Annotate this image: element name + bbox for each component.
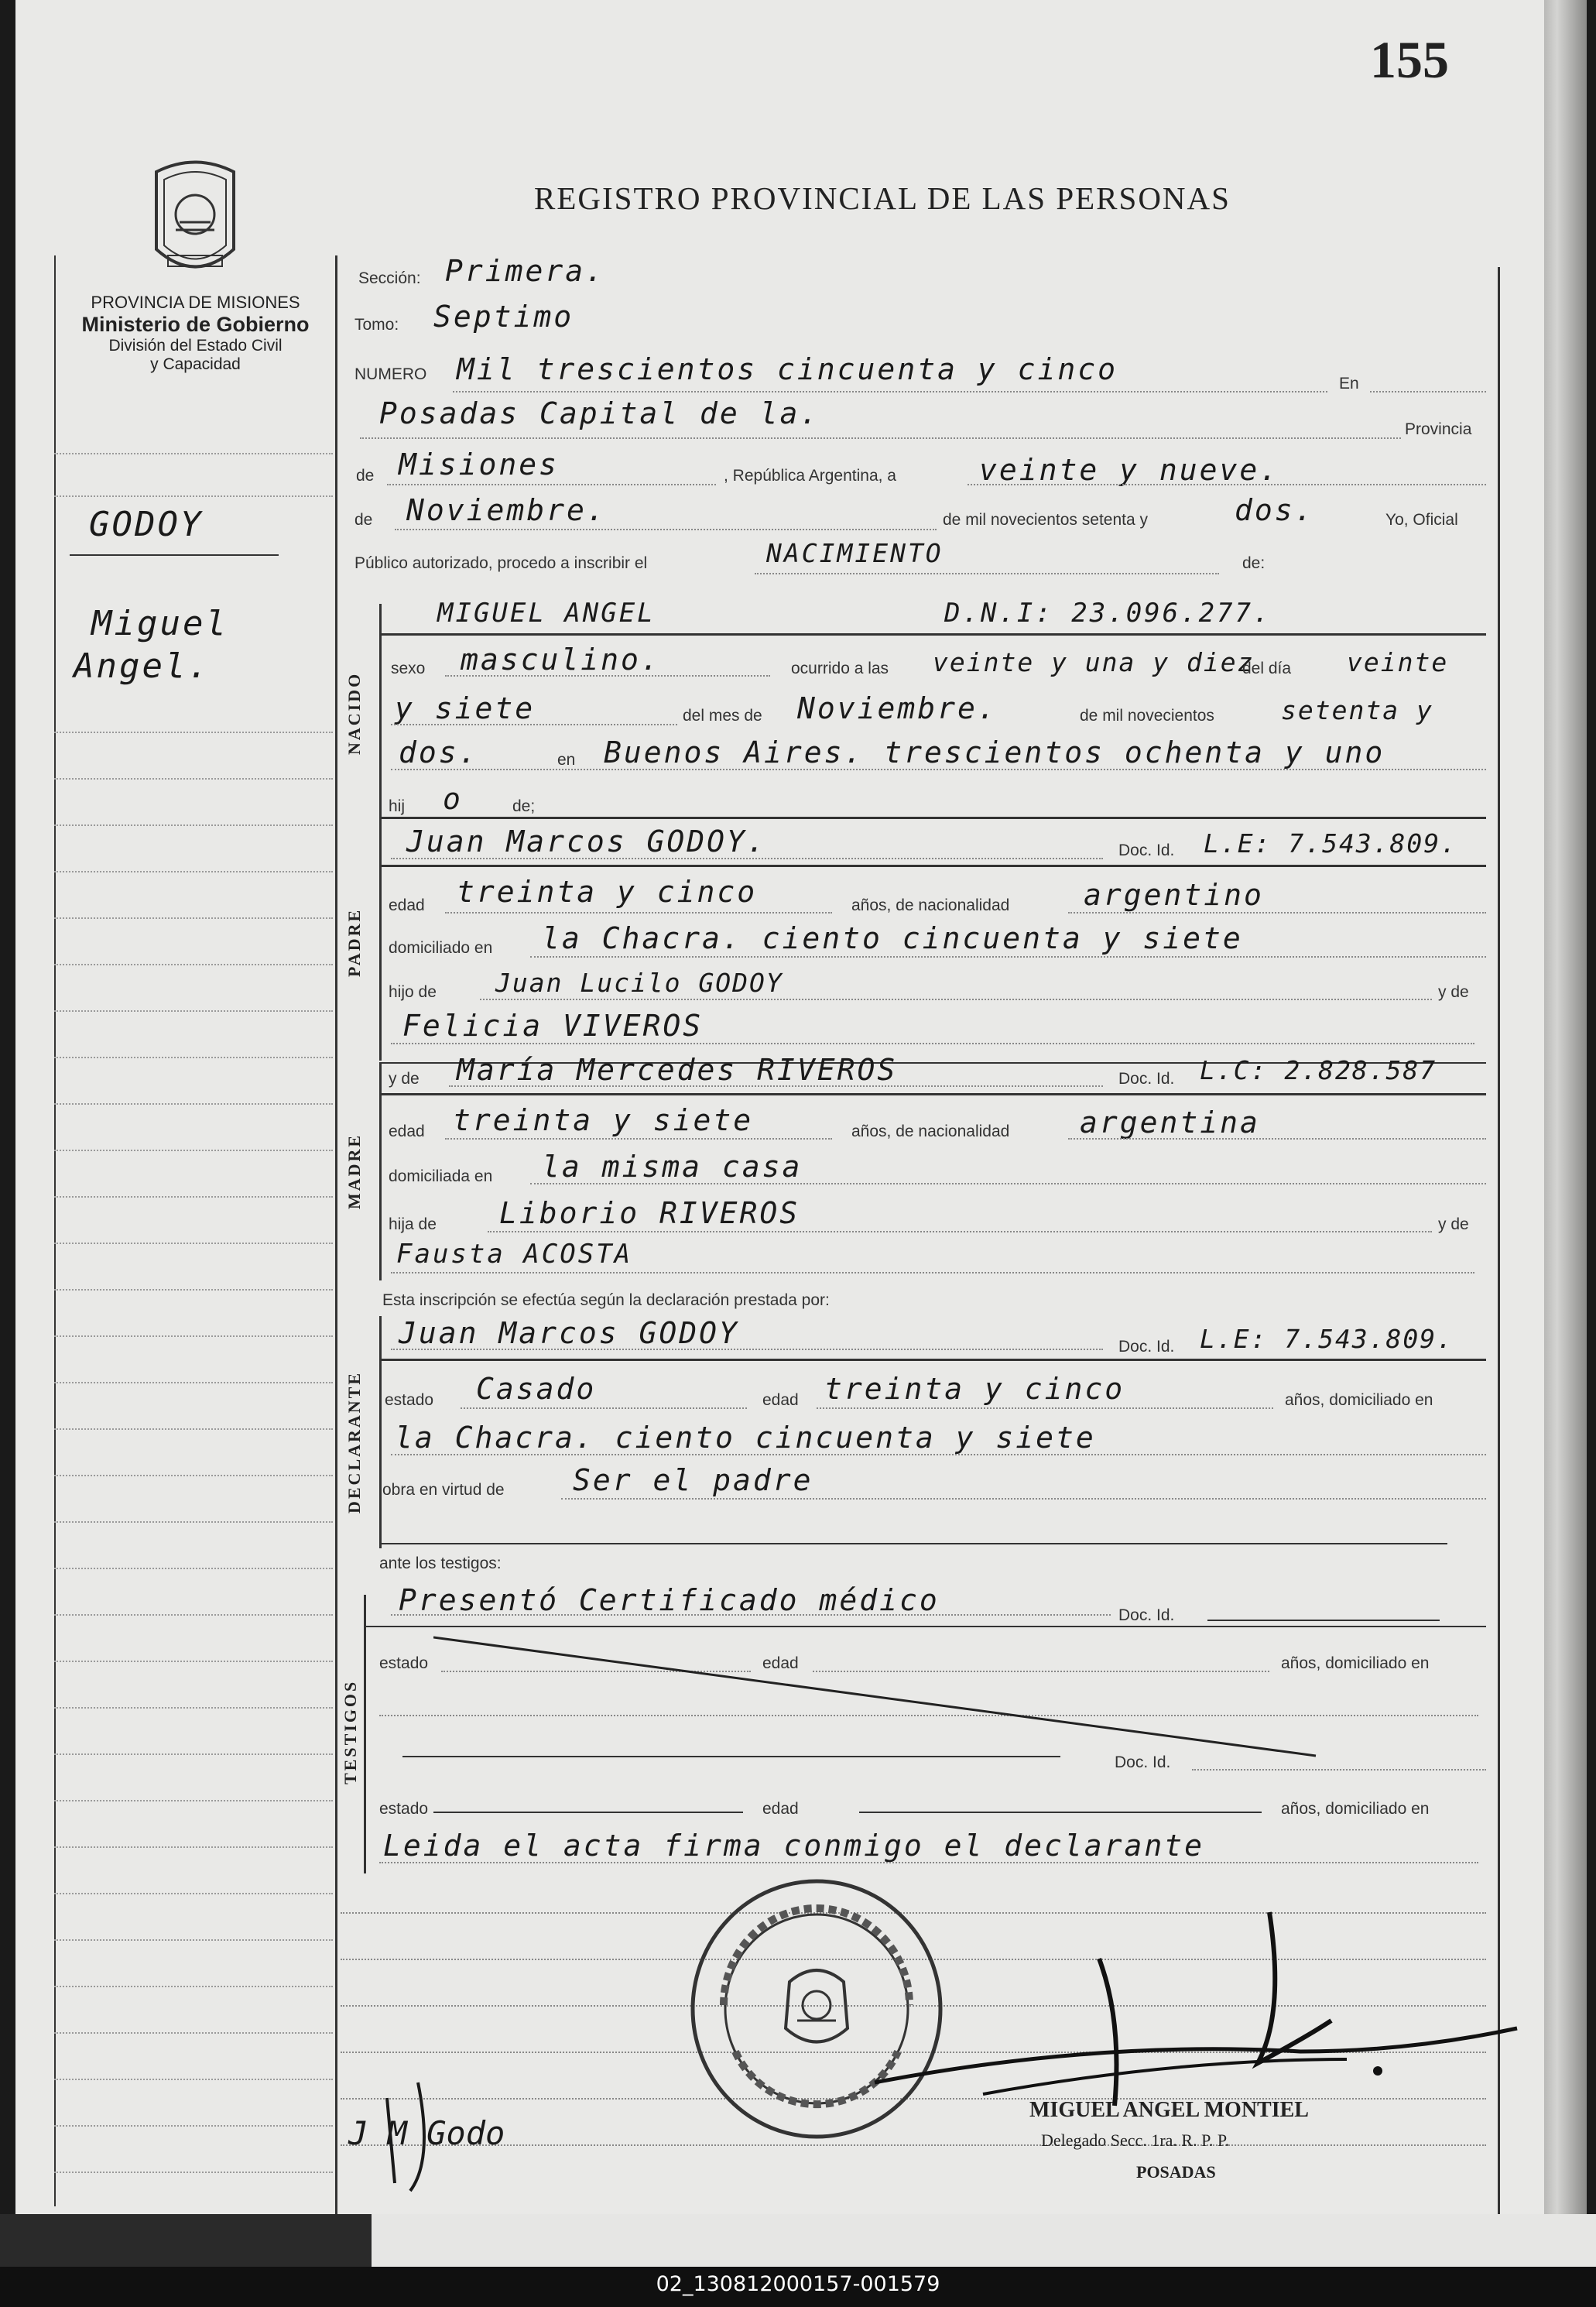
document-id: 02_130812000157-001579 <box>656 2272 940 2296</box>
tomo-value: Septimo <box>433 300 574 334</box>
declarante-nombre: Juan Marcos GODOY <box>399 1316 739 1350</box>
testigos-doc-label: Doc. Id. <box>1118 1606 1175 1624</box>
dotted-line <box>391 1272 1474 1273</box>
margin-guide <box>54 1196 333 1198</box>
dotted-line <box>1370 391 1486 392</box>
nacido-mes: Noviembre. <box>797 691 998 725</box>
madre-edad: treinta y siete <box>453 1103 754 1137</box>
declarante-section-label: DECLARANTE <box>344 1370 364 1513</box>
margin-guide <box>54 1800 333 1801</box>
padre-top-rule <box>379 865 1486 867</box>
margin-guide <box>54 1939 333 1941</box>
declarante-edad-label: edad <box>762 1391 799 1409</box>
declarante-intro: Esta inscripción se efectúa según la declaración prestada por: <box>382 1291 830 1309</box>
padre-nacionalidad: argentino <box>1084 878 1264 912</box>
dotted-line <box>391 1614 1111 1616</box>
seccion-label: Sección: <box>358 269 421 287</box>
testigo2-edad-label: edad <box>762 1800 799 1818</box>
nacido-anio: setenta y <box>1281 695 1433 725</box>
madre-section-label: MADRE <box>344 1133 364 1209</box>
nacido-dia-2: y siete <box>395 691 536 725</box>
padre-doc-label: Doc. Id. <box>1118 842 1175 859</box>
sexo-label: sexo <box>391 660 426 677</box>
hijo-value: o <box>443 782 463 816</box>
margin-given-name-2: Angel. <box>74 646 211 686</box>
padre-nombre: Juan Marcos GODOY. <box>406 824 767 859</box>
margin-guide <box>54 495 333 497</box>
de2-label: de <box>354 511 373 529</box>
anio-value: dos. <box>1235 493 1315 527</box>
declarante-top-rule <box>379 1359 1486 1361</box>
margin-left-border <box>54 255 56 2206</box>
provincia-label: Provincia <box>1405 420 1472 438</box>
ocurrido-label: ocurrido a las <box>791 660 889 677</box>
acta-cierre: Leida el acta firma conmigo el declarante <box>383 1829 1204 1863</box>
madre-madre-de: Fausta ACOSTA <box>396 1239 633 1270</box>
background-strip <box>0 2214 1596 2267</box>
dotted-line <box>488 1231 1432 1232</box>
dotted-line <box>391 1349 1103 1350</box>
nacido-dia: veinte <box>1347 647 1449 677</box>
padre-dom-label: domiciliado en <box>389 939 493 957</box>
padre-madre-de: Felicia VIVEROS <box>402 1009 704 1043</box>
padre-hijo-label: hijo de <box>389 983 437 1001</box>
madre-nacionalidad: argentina <box>1080 1106 1260 1140</box>
padre-section-label: PADRE <box>344 907 364 977</box>
page-edge <box>1544 0 1587 2214</box>
dotted-line <box>445 675 770 677</box>
margin-guide <box>54 1707 333 1709</box>
document-title: REGISTRO PROVINCIAL DE LAS PERSONAS <box>534 180 1231 216</box>
testigo1-edad-label: edad <box>762 1654 799 1672</box>
ministry-label: Ministerio de Gobierno <box>81 313 310 336</box>
padre-left-border <box>379 863 382 1061</box>
hijo-label: hij <box>389 797 406 815</box>
declarante-obra-label: obra en virtud de <box>382 1481 505 1499</box>
publico-label: Público autorizado, procedo a inscribir el <box>354 554 648 572</box>
margin-guide <box>54 1521 333 1523</box>
dotted-line <box>530 956 1486 958</box>
dotted-line <box>1068 1138 1486 1140</box>
madre-nac-label: años, de nacionalidad <box>851 1123 1010 1140</box>
province-label: PROVINCIA DE MISIONES <box>91 293 300 312</box>
acto-value: NACIMIENTO <box>766 538 944 568</box>
margin-guide <box>54 778 333 780</box>
testigos-nota: Presentó Certificado médico <box>399 1583 940 1617</box>
nacido-en-label: en <box>557 751 576 769</box>
dotted-line <box>1068 912 1486 914</box>
declarante-doc-label: Doc. Id. <box>1118 1338 1175 1356</box>
margin-guide <box>54 2032 333 2034</box>
testigo2-estado-line <box>433 1812 743 1813</box>
nacido-mes-label: del mes de <box>683 707 762 725</box>
de-label: de <box>356 467 375 485</box>
margin-guide <box>54 1382 333 1383</box>
nacido-anio-2: dos. <box>399 735 479 770</box>
provincial-seal-icon <box>141 156 249 280</box>
dotted-line <box>445 912 832 914</box>
mes-value: Noviembre. <box>406 493 607 527</box>
margin-guide <box>54 1568 333 1569</box>
madre-yde2-label: y de <box>1438 1215 1469 1233</box>
declarante-left-border <box>379 1316 382 1548</box>
dotted-line <box>445 1138 832 1140</box>
margin-guide <box>54 1150 333 1151</box>
page-number: 155 <box>1370 30 1449 89</box>
padre-padre-de: Juan Lucilo GODOY <box>495 968 783 998</box>
sexo-value: masculino. <box>461 643 661 677</box>
padre-yde-label: y de <box>1438 983 1469 1001</box>
oficial-label: Yo, Oficial <box>1385 511 1458 529</box>
declarante-doc: L.E: 7.543.809. <box>1200 1324 1454 1354</box>
numero-value: Mil trescientos cincuenta y cinco <box>457 352 1118 386</box>
dotted-line <box>391 769 1486 770</box>
dotted-line <box>391 1043 1474 1044</box>
madre-doc-label: Doc. Id. <box>1118 1070 1175 1088</box>
numero-label: NUMERO <box>354 365 427 383</box>
margin-guide <box>54 1010 333 1012</box>
madre-header-rule <box>379 1093 1486 1095</box>
dotted-line <box>968 484 1486 485</box>
madre-dom-label: domiciliada en <box>389 1167 493 1185</box>
margin-guide <box>54 453 333 454</box>
testigo1-estado-label: estado <box>379 1654 429 1672</box>
declarante-bottom-rule <box>379 1543 1447 1544</box>
dotted-line <box>449 1085 1103 1087</box>
margin-guide <box>54 1986 333 1987</box>
padre-edad-label: edad <box>389 896 425 914</box>
nacido-nombre: MIGUEL ANGEL <box>437 598 656 629</box>
margin-guide <box>54 964 333 965</box>
margin-guide <box>54 824 333 826</box>
margin-guide <box>54 1428 333 1430</box>
padre-edad: treinta y cinco <box>457 875 758 909</box>
hora-value: veinte y una y diez <box>933 647 1255 677</box>
dotted-line <box>1192 1769 1486 1771</box>
nacido-dni: D.N.I: 23.096.277. <box>944 598 1272 629</box>
dotted-line <box>391 1454 1486 1455</box>
dotted-line <box>360 437 1401 439</box>
hijo-de-label: de; <box>512 797 536 815</box>
testigos-left-border <box>364 1595 366 1873</box>
oficial-nombre: MIGUEL ANGEL MONTIEL <box>1029 2098 1309 2122</box>
margin-guide <box>54 2125 333 2127</box>
padre-nac-label: años, de nacionalidad <box>851 896 1010 914</box>
testigos-section-label: TESTIGOS <box>341 1679 360 1784</box>
declarante-dom-label: años, domiciliado en <box>1285 1391 1433 1409</box>
padre-domicilio: la Chacra. ciento cincuenta y siete <box>542 921 1243 955</box>
testigo2-edad-line <box>859 1812 1262 1813</box>
margin-guide <box>54 1103 333 1105</box>
margin-surname-underline <box>70 554 279 556</box>
dotted-line <box>561 1498 1486 1500</box>
nacido-lugar: Buenos Aires. trescientos ochenta y uno <box>604 735 1385 770</box>
oficial-lugar: POSADAS <box>1136 2162 1216 2182</box>
margin-guide <box>54 1846 333 1848</box>
declarante-edad: treinta y cinco <box>824 1372 1125 1406</box>
madre-yde-label: y de <box>389 1070 420 1088</box>
seccion-value: Primera. <box>445 254 606 288</box>
margin-guide <box>54 2172 333 2173</box>
madre-edad-label: edad <box>389 1123 425 1140</box>
declarante-estado-label: estado <box>385 1391 434 1409</box>
margin-guide <box>54 1753 333 1755</box>
oficial-cargo: Delegado Secc. 1ra. R. P. P. <box>1041 2130 1230 2150</box>
tomo-label: Tomo: <box>354 316 399 334</box>
del-dia-label: del día <box>1242 660 1292 677</box>
madre-domicilio: la misma casa <box>542 1150 803 1184</box>
dotted-line <box>395 529 937 530</box>
margin-guide <box>54 1475 333 1476</box>
dotted-line <box>480 999 1432 1000</box>
declarante-signature <box>341 2067 650 2206</box>
margin-given-name-1: Miguel <box>91 604 228 643</box>
margin-guide <box>54 1661 333 1662</box>
testigo2-dom-label: años, domiciliado en <box>1281 1800 1430 1818</box>
margin-guide <box>54 871 333 872</box>
declarante-domicilio: la Chacra. ciento cincuenta y siete <box>395 1421 1096 1455</box>
margin-guide <box>54 1893 333 1894</box>
nacido-top-rule <box>379 633 1486 636</box>
margin-guide <box>54 1057 333 1058</box>
testigo2-estado-label: estado <box>379 1800 429 1818</box>
de3-label: de: <box>1242 554 1265 572</box>
nacido-section-label: NACIDO <box>344 671 364 755</box>
dotted-line <box>387 484 716 485</box>
margin-guide <box>54 917 333 919</box>
anio-label: de mil novecientos setenta y <box>943 511 1148 529</box>
nacido-left-border <box>379 604 382 863</box>
testigo1-doc-label: Doc. Id. <box>1115 1753 1171 1771</box>
declarante-obra: Ser el padre <box>573 1463 813 1497</box>
dotted-line <box>453 391 1327 392</box>
testigos-intro: ante los testigos: <box>379 1555 502 1572</box>
dotted-line <box>755 573 1219 574</box>
madre-nombre: María Mercedes RIVEROS <box>457 1053 898 1087</box>
en-label: En <box>1339 375 1359 392</box>
nacido-bottom-rule <box>379 817 1486 819</box>
margin-right-border <box>335 255 337 2214</box>
madre-padre-de: Liborio RIVEROS <box>499 1196 800 1230</box>
dotted-line <box>817 1407 1273 1409</box>
margin-guide <box>54 1335 333 1337</box>
dotted-line <box>461 1407 747 1409</box>
margin-guide <box>54 1243 333 1244</box>
nacido-anio-label: de mil novecientos <box>1080 707 1214 725</box>
signature-text: J M Godo <box>348 2114 505 2152</box>
margin-guide <box>54 732 333 733</box>
dotted-line <box>391 858 1103 859</box>
dotted-line <box>391 724 677 725</box>
lugar-value: Posadas Capital de la. <box>379 396 820 430</box>
margin-guide <box>54 1614 333 1616</box>
dotted-line <box>379 1862 1478 1863</box>
margin-guide <box>54 2079 333 2080</box>
madre-hija-label: hija de <box>389 1215 437 1233</box>
testigo1-dom-label: años, domiciliado en <box>1281 1654 1430 1672</box>
margin-guide <box>54 1289 333 1291</box>
margin-surname: GODOY <box>89 505 204 544</box>
republica-label: , República Argentina, a <box>724 467 896 485</box>
declarante-estado: Casado <box>476 1372 597 1406</box>
division-label-2: y Capacidad <box>150 355 241 373</box>
testigos-doc-line <box>1207 1620 1440 1621</box>
issuer-header <box>54 293 337 374</box>
division-label: División del Estado Civil <box>108 337 283 355</box>
padre-doc: L.E: 7.543.809. <box>1204 828 1458 859</box>
dia-value: veinte y nueve. <box>979 453 1280 487</box>
madre-doc: L.C: 2.828.587 <box>1200 1055 1437 1085</box>
strike-line <box>433 1626 1324 1765</box>
dotted-line <box>530 1183 1486 1184</box>
provincia-value: Misiones <box>399 447 560 482</box>
